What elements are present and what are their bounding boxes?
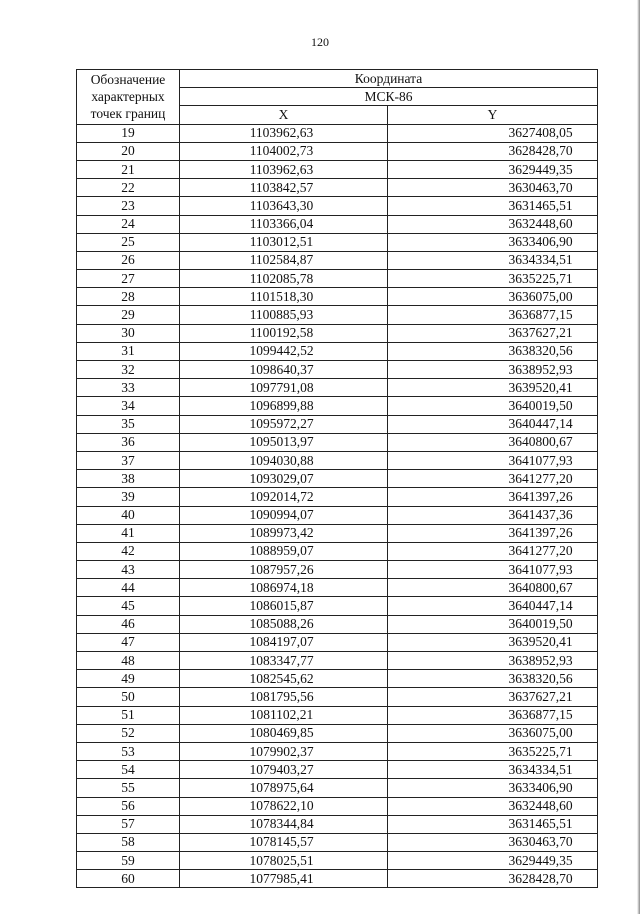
x-coordinate-cell: 1103842,57: [180, 179, 388, 197]
point-number-cell: 33: [77, 379, 180, 397]
x-coordinate-cell: 1093029,07: [180, 470, 388, 488]
x-coordinate-cell: 1089973,42: [180, 524, 388, 542]
x-coordinate-cell: 1077985,41: [180, 870, 388, 888]
y-coordinate-cell: 3632448,60: [388, 215, 598, 233]
y-coordinate-cell: 3635225,71: [388, 742, 598, 760]
point-number-cell: 20: [77, 142, 180, 160]
y-coordinate-cell: 3629449,35: [388, 852, 598, 870]
y-coordinate-cell: 3639520,41: [388, 633, 598, 651]
y-coordinate-cell: 3641437,36: [388, 506, 598, 524]
page-number: 120: [311, 35, 329, 49]
point-number-cell: 41: [77, 524, 180, 542]
x-coordinate-cell: 1095013,97: [180, 433, 388, 451]
x-coordinate-cell: 1102085,78: [180, 270, 388, 288]
table-row: [77, 524, 598, 542]
x-coordinate-cell: 1092014,72: [180, 488, 388, 506]
point-number-cell: 47: [77, 633, 180, 651]
x-coordinate-cell: 1103366,04: [180, 215, 388, 233]
x-coordinate-cell: 1100885,93: [180, 306, 388, 324]
point-number-cell: 45: [77, 597, 180, 615]
x-coordinate-cell: 1078622,10: [180, 797, 388, 815]
y-coordinate-cell: 3636075,00: [388, 288, 598, 306]
x-coordinate-cell: 1098640,37: [180, 361, 388, 379]
y-coordinate-cell: 3637627,21: [388, 688, 598, 706]
x-coordinate-cell: 1082545,62: [180, 670, 388, 688]
point-number-cell: 59: [77, 852, 180, 870]
table-row: [77, 742, 598, 760]
x-coordinate-cell: 1086974,18: [180, 579, 388, 597]
table-row: [77, 852, 598, 870]
y-coordinate-cell: 3628428,70: [388, 870, 598, 888]
table-row: [77, 652, 598, 670]
point-number-cell: 38: [77, 470, 180, 488]
y-coordinate-cell: 3640800,67: [388, 579, 598, 597]
table-row: [77, 179, 598, 197]
x-coordinate-cell: 1083347,77: [180, 652, 388, 670]
point-number-cell: 49: [77, 670, 180, 688]
y-coordinate-cell: 3635225,71: [388, 270, 598, 288]
point-number-cell: 60: [77, 870, 180, 888]
y-coordinate-cell: 3641077,93: [388, 451, 598, 469]
table-row: [77, 761, 598, 779]
table-row: [77, 160, 598, 178]
y-coordinate-cell: 3631465,51: [388, 197, 598, 215]
point-number-cell: 50: [77, 688, 180, 706]
x-coordinate-cell: 1100192,58: [180, 324, 388, 342]
table-row: [77, 470, 598, 488]
point-number-cell: 48: [77, 652, 180, 670]
x-coordinate-cell: 1078344,84: [180, 815, 388, 833]
coordinate-header: Координата: [180, 70, 598, 88]
table-row: [77, 597, 598, 615]
x-coordinate-cell: 1079902,37: [180, 742, 388, 760]
table-row: [77, 870, 598, 888]
table-row: [77, 142, 598, 160]
point-number-cell: 54: [77, 761, 180, 779]
x-coordinate-cell: 1088959,07: [180, 542, 388, 560]
x-coordinate-cell: 1081102,21: [180, 706, 388, 724]
table-row: [77, 361, 598, 379]
x-coordinate-cell: 1078145,57: [180, 833, 388, 851]
x-coordinate-cell: 1099442,52: [180, 342, 388, 360]
coordinates-table: [76, 69, 598, 888]
point-number-cell: 24: [77, 215, 180, 233]
point-number-cell: 42: [77, 542, 180, 560]
point-number-cell: 39: [77, 488, 180, 506]
table-row: [77, 379, 598, 397]
point-number-cell: 36: [77, 433, 180, 451]
table-row: [77, 670, 598, 688]
point-number-cell: 56: [77, 797, 180, 815]
y-coordinate-cell: 3641277,20: [388, 542, 598, 560]
table-row: [77, 579, 598, 597]
y-coordinate-cell: 3636877,15: [388, 306, 598, 324]
table-row: [77, 451, 598, 469]
y-coordinate-cell: 3638320,56: [388, 670, 598, 688]
y-coordinate-cell: 3638320,56: [388, 342, 598, 360]
table-row: [77, 197, 598, 215]
point-number-cell: 21: [77, 160, 180, 178]
x-coordinate-cell: 1103012,51: [180, 233, 388, 251]
y-coordinate-cell: 3632448,60: [388, 797, 598, 815]
table-row: [77, 615, 598, 633]
x-coordinate-cell: 1102584,87: [180, 251, 388, 269]
table-row: [77, 688, 598, 706]
table-row: [77, 633, 598, 651]
x-coordinate-cell: 1097791,08: [180, 379, 388, 397]
x-coordinate-cell: 1084197,07: [180, 633, 388, 651]
table-header: [77, 70, 598, 125]
y-coordinate-cell: 3630463,70: [388, 833, 598, 851]
table-row: [77, 724, 598, 742]
point-number-cell: 23: [77, 197, 180, 215]
table-row: [77, 815, 598, 833]
point-number-cell: 43: [77, 561, 180, 579]
y-coordinate-cell: 3633406,90: [388, 779, 598, 797]
y-coordinate-cell: 3628428,70: [388, 142, 598, 160]
y-coordinate-cell: 3640019,50: [388, 615, 598, 633]
x-coordinate-cell: 1080469,85: [180, 724, 388, 742]
point-number-cell: 52: [77, 724, 180, 742]
y-coordinate-cell: 3638952,93: [388, 361, 598, 379]
y-coordinate-cell: 3627408,05: [388, 124, 598, 142]
y-coordinate-cell: 3636075,00: [388, 724, 598, 742]
point-number-cell: 37: [77, 451, 180, 469]
table-row: [77, 797, 598, 815]
y-coordinate-cell: 3629449,35: [388, 160, 598, 178]
y-coordinate-cell: 3641397,26: [388, 488, 598, 506]
y-coordinate-cell: 3640800,67: [388, 433, 598, 451]
point-number-cell: 31: [77, 342, 180, 360]
y-coordinate-cell: 3634334,51: [388, 251, 598, 269]
y-coordinate-cell: 3638952,93: [388, 652, 598, 670]
point-number-cell: 34: [77, 397, 180, 415]
table-row: [77, 542, 598, 560]
table-row: [77, 779, 598, 797]
y-coordinate-cell: 3640447,14: [388, 597, 598, 615]
point-column-header: Обозначение характерных точек границ: [77, 70, 180, 125]
point-number-cell: 40: [77, 506, 180, 524]
table-row: [77, 561, 598, 579]
point-number-cell: 26: [77, 251, 180, 269]
point-number-cell: 51: [77, 706, 180, 724]
x-coordinate-cell: 1096899,88: [180, 397, 388, 415]
table-row: [77, 397, 598, 415]
x-coordinate-cell: 1090994,07: [180, 506, 388, 524]
x-coordinate-cell: 1101518,30: [180, 288, 388, 306]
point-number-cell: 58: [77, 833, 180, 851]
x-coordinate-cell: 1079403,27: [180, 761, 388, 779]
y-coordinate-cell: 3634334,51: [388, 761, 598, 779]
x-coordinate-cell: 1094030,88: [180, 451, 388, 469]
table-row: [77, 506, 598, 524]
point-number-cell: 29: [77, 306, 180, 324]
table-row: [77, 415, 598, 433]
point-number-cell: 44: [77, 579, 180, 597]
table-row: [77, 251, 598, 269]
y-coordinate-cell: 3640447,14: [388, 415, 598, 433]
y-coordinate-cell: 3639520,41: [388, 379, 598, 397]
y-coordinate-cell: 3633406,90: [388, 233, 598, 251]
x-coordinate-cell: 1086015,87: [180, 597, 388, 615]
x-coordinate-cell: 1104002,73: [180, 142, 388, 160]
table-row: [77, 706, 598, 724]
table-row: [77, 288, 598, 306]
y-coordinate-cell: 3641277,20: [388, 470, 598, 488]
table-row: [77, 342, 598, 360]
table-body: [77, 124, 598, 888]
x-coordinate-cell: 1078975,64: [180, 779, 388, 797]
coordinate-system-header: МСК-86: [180, 88, 598, 106]
x-coordinate-cell: 1081795,56: [180, 688, 388, 706]
point-number-cell: 25: [77, 233, 180, 251]
x-column-header: X: [180, 106, 388, 124]
table-row: [77, 324, 598, 342]
table-row: [77, 124, 598, 142]
table-row: [77, 488, 598, 506]
point-number-cell: 22: [77, 179, 180, 197]
y-coordinate-cell: 3636877,15: [388, 706, 598, 724]
point-number-cell: 28: [77, 288, 180, 306]
table-row: [77, 233, 598, 251]
point-number-cell: 19: [77, 124, 180, 142]
point-number-cell: 32: [77, 361, 180, 379]
point-number-cell: 35: [77, 415, 180, 433]
y-coordinate-cell: 3641077,93: [388, 561, 598, 579]
point-number-cell: 53: [77, 742, 180, 760]
x-coordinate-cell: 1103643,30: [180, 197, 388, 215]
table-row: [77, 833, 598, 851]
y-coordinate-cell: 3640019,50: [388, 397, 598, 415]
x-coordinate-cell: 1103962,63: [180, 124, 388, 142]
y-column-header: Y: [388, 106, 598, 124]
y-coordinate-cell: 3630463,70: [388, 179, 598, 197]
table-row: [77, 270, 598, 288]
table-row: [77, 433, 598, 451]
y-coordinate-cell: 3631465,51: [388, 815, 598, 833]
x-coordinate-cell: 1095972,27: [180, 415, 388, 433]
x-coordinate-cell: 1103962,63: [180, 160, 388, 178]
x-coordinate-cell: 1085088,26: [180, 615, 388, 633]
table-row: [77, 215, 598, 233]
point-number-cell: 46: [77, 615, 180, 633]
table-row: [77, 306, 598, 324]
point-number-cell: 55: [77, 779, 180, 797]
point-number-cell: 27: [77, 270, 180, 288]
x-coordinate-cell: 1087957,26: [180, 561, 388, 579]
y-coordinate-cell: 3641397,26: [388, 524, 598, 542]
point-number-cell: 30: [77, 324, 180, 342]
point-number-cell: 57: [77, 815, 180, 833]
x-coordinate-cell: 1078025,51: [180, 852, 388, 870]
y-coordinate-cell: 3637627,21: [388, 324, 598, 342]
